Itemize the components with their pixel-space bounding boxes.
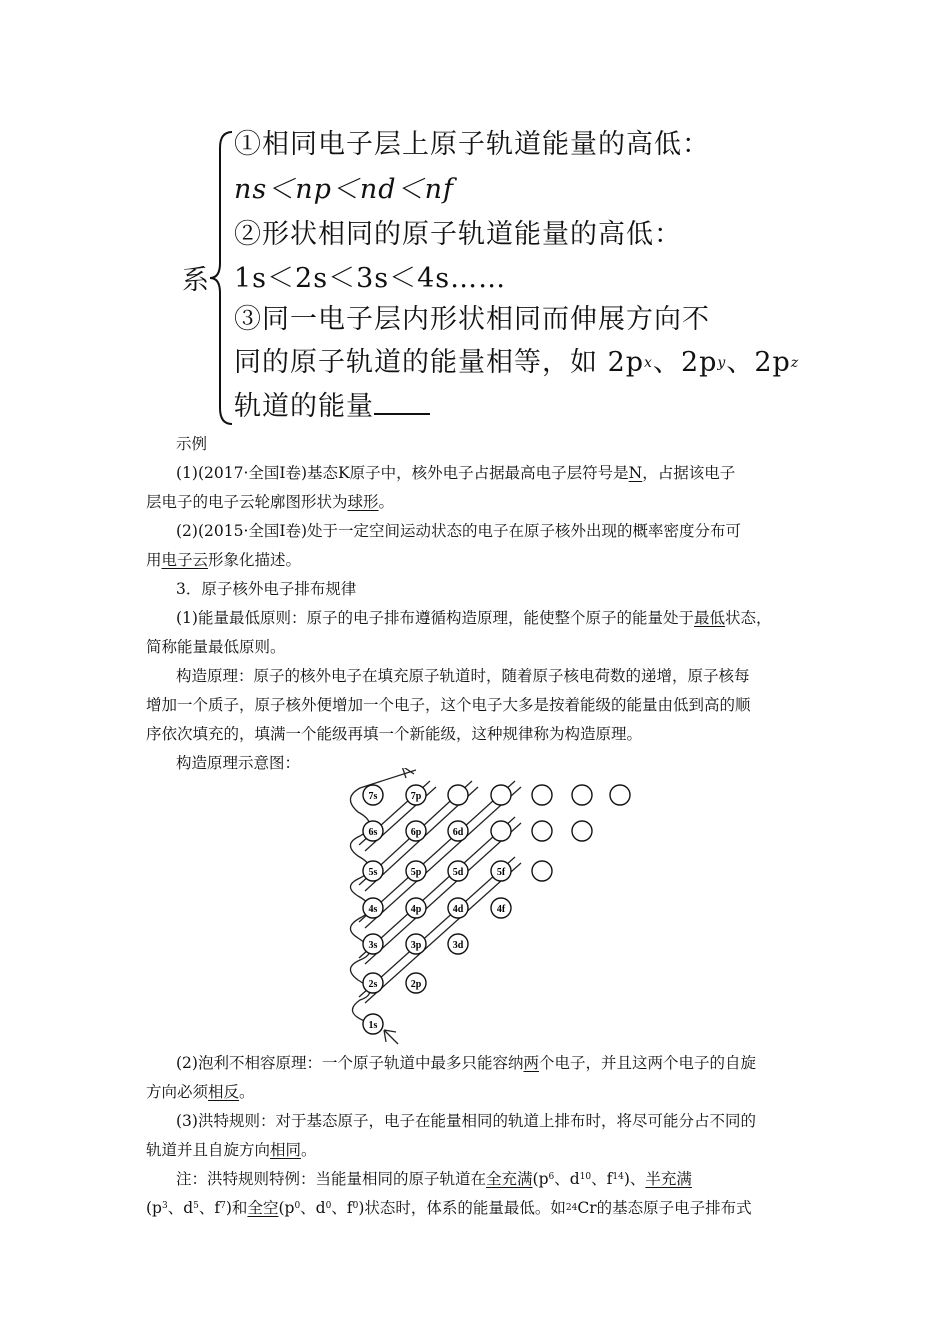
p4-line2: 轨道并且自旋方向相同。 — [146, 1141, 317, 1159]
empty-orbital-circle — [491, 821, 511, 841]
p1-line2: 简称能量最低原则。 — [146, 638, 286, 656]
diagonal-line — [365, 863, 521, 1003]
orbital-4s-label: 4s — [368, 904, 378, 915]
diagram-caption: 构造原理示意图： — [176, 754, 301, 772]
example-q2-line1: (2)(2015·全国Ⅰ卷)处于一定空间运动状态的电子在原子核外出现的概率密度分布可 — [176, 522, 742, 540]
empty-orbital-circle — [610, 785, 630, 805]
diagonal-line — [359, 781, 515, 922]
empty-orbital-circle — [572, 785, 592, 805]
p1-line1: (1)能量最低原则：原子的电子排布遵循构造原理，能使整个原子的能量处于最低状态， — [176, 609, 772, 627]
note-line1: 注：洪特规则特例：当能量相同的原子轨道在全充满($p^6$、$d^{10}$、$f^{14}$)、半充满 — [176, 1170, 692, 1188]
brace-line-4: 1s＜2s＜3s＜4s…… — [234, 263, 507, 294]
p4-line1: (3)洪特规则：对于基态原子，电子在能量相同的轨道上排布时，将尽可能分占不同的 — [176, 1112, 756, 1130]
empty-orbital-circle — [448, 785, 468, 805]
orbital-1s-label: 1s — [368, 1020, 378, 1031]
example-q1-line2: 层电子的电子云轮廓图形状为球形。 — [146, 493, 395, 511]
left-brace — [208, 128, 236, 428]
p3-line1: (2)泡利不相容原理：一个原子轨道中最多只能容纳两个电子，并且这两个电子的自旋 — [176, 1054, 756, 1072]
diagonal-line — [359, 857, 515, 997]
empty-orbital-circle — [532, 821, 552, 841]
empty-orbital-circle — [572, 821, 592, 841]
empty-orbital-circle — [491, 785, 511, 805]
orbital-5d-label: 5d — [452, 867, 464, 878]
orbital-2p-label: 2p — [410, 979, 422, 990]
p2-line2: 增加一个质子，原子核外便增加一个电子，这个电子大多是按着能级的能量由低到高的顺 — [146, 696, 751, 714]
orbital-4f-label: 4f — [496, 904, 506, 915]
orbital-6p-label: 6p — [410, 827, 422, 838]
p2-line3: 序依次填充的，填满一个能级再填一个新能级，这种规律称为构造原理。 — [146, 725, 643, 743]
aufbau-diagram — [330, 768, 650, 1058]
diagonal-line — [365, 823, 521, 964]
orbital-5f-label: 5f — [496, 867, 506, 878]
orbital-4p-label: 4p — [410, 904, 422, 915]
orbital-3p-label: 3p — [410, 940, 422, 951]
orbital-7p-label: 7p — [410, 791, 422, 802]
answer-blank — [374, 387, 430, 415]
p2-line1: 构造原理：原子的核外电子在填充原子轨道时，随着原子核电荷数的递增，原子核每 — [176, 667, 750, 685]
orbital-6d-label: 6d — [452, 827, 464, 838]
orbital-6s-label: 6s — [368, 827, 378, 838]
orbital-4d-label: 4d — [452, 904, 464, 915]
p3-line2: 方向必须相反。 — [146, 1083, 255, 1101]
orbital-3d-label: 3d — [452, 940, 464, 951]
note-line2: ($p^3$、$d^5$、$f^7$)和全空($p^0$、$d^0$、$f^0$)状态时，体系的能量最低。如24Cr的基态原子电子排布式 — [146, 1199, 752, 1217]
orbital-5p-label: 5p — [410, 867, 422, 878]
empty-orbital-circle — [532, 785, 552, 805]
orbital-5s-label: 5s — [368, 867, 378, 878]
diagonal-line — [359, 817, 515, 958]
brace-line-3: ②形状相同的原子轨道能量的高低： — [234, 219, 682, 250]
empty-orbital-circle — [532, 861, 552, 881]
example-q2-line2: 用电子云形象化描述。 — [146, 551, 302, 569]
example-q1-line1: (1)(2017·全国Ⅰ卷)基态K原子中，核外电子占据最高电子层符号是N，占据该电子 — [176, 464, 736, 482]
brace-line-2: ns＜np＜nd＜nf — [234, 174, 454, 205]
orbital-2s-label: 2s — [368, 979, 378, 990]
orbital-3s-label: 3s — [368, 940, 378, 951]
brace-line-6: 同的原子轨道的能量相等，如 2px、2py、2pz — [234, 347, 800, 378]
arrow-bottom — [384, 1030, 398, 1044]
brace-line-7: 轨道的能量 — [234, 386, 430, 428]
orbital-7s-label: 7s — [368, 791, 378, 802]
section-title: 3．原子核外电子排布规律 — [176, 580, 357, 598]
example-heading: 示例 — [176, 435, 208, 453]
brace-line-1: ①相同电子层上原子轨道能量的高低： — [234, 129, 710, 160]
brace-side-label: 系 — [182, 265, 210, 296]
brace-line-5: ③同一电子层内形状相同而伸展方向不 — [234, 304, 710, 335]
